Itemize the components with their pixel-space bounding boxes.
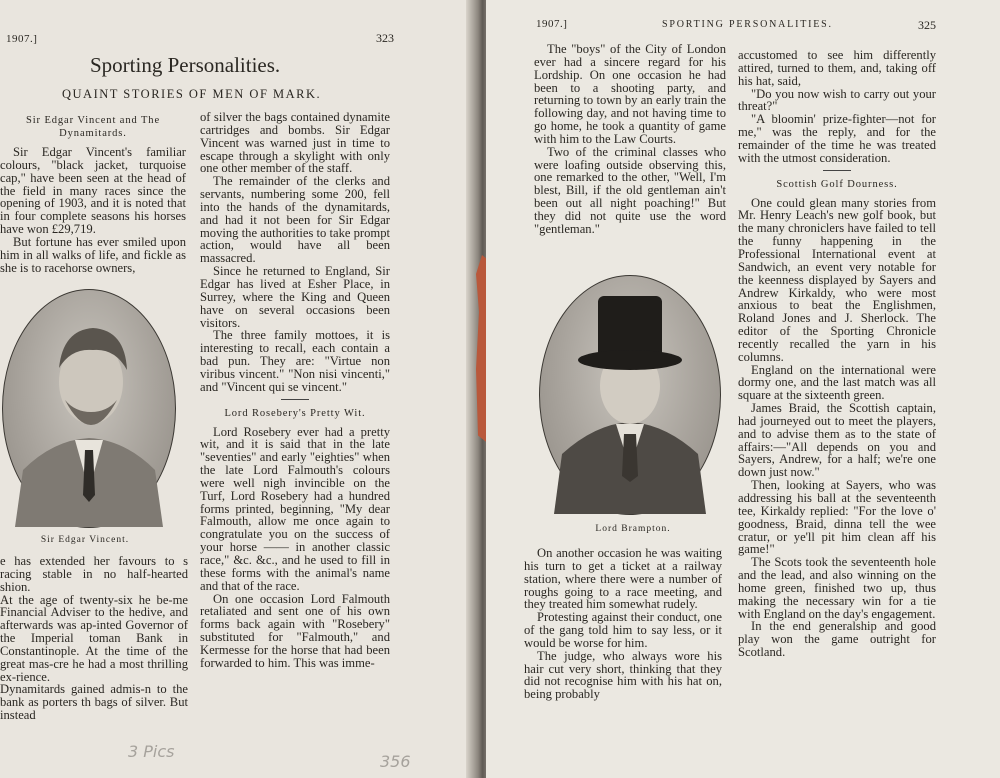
paragraph: At the age of twenty-six he be-me Financial Adviser to the hedive, and afterwards was ap-inted Governor of the Imperial toman Bank in Constantinople. At the time of the great mas-cre he had a most thrilling ex-rience.	[0, 592, 188, 684]
right-column-1	[534, 43, 726, 236]
paragraph: The "boys" of the City of London ever had a sincere regard for his Lordship. On one occasion he had been to a shooting party, and returning to town by an early train the following day, and not having time to go home, he took a quantity of game with him to the Law Courts.	[534, 42, 726, 146]
page-subtitle: QUAINT STORIES OF MEN OF MARK.	[62, 87, 322, 101]
paragraph: In the end generalship and good play won the game outright for Scotland.	[738, 619, 936, 660]
section-heading: Sir Edgar Vincent and The Dynamitards.	[25, 115, 161, 139]
paragraph: England on the international were dormy one, and the last match was all square at the sixteenth green.	[738, 362, 936, 403]
paragraph: The Scots took the seventeenth hole and the lead, and also winning on the home green, finished two up, thus making the necessary win for a tie with England on the day's engagement.	[738, 555, 936, 621]
paragraph: e has extended her favours to s racing stable in no half-hearted shion.	[0, 554, 188, 594]
left-folio: 1907.]	[6, 33, 38, 45]
page-title: Sporting Personalities.	[90, 53, 281, 77]
paragraph: On another occasion he was waiting his turn to get a ticket at a railway station, where there were a number of roughs going to a race meeting, and they treated him somewhat rudely.	[524, 546, 722, 612]
portrait-edgar-vincent	[2, 289, 176, 528]
paragraph: Two of the criminal classes who were loafing outside observing this, one remarked to the other, "Well, I'm blest, Bill, if the old gentleman ain't been out all night poaching!" But they did not quite use the word "gentleman."	[534, 144, 726, 236]
section-heading: Lord Rosebery's Pretty Wit.	[224, 407, 366, 419]
portrait-caption: Lord Brampton.	[595, 524, 671, 534]
left-column-2	[200, 111, 390, 670]
paragraph: "Do you now wish to carry out your threat?"	[738, 86, 936, 114]
paragraph: "A bloomin' prize-fighter—not for me," was the reply, and for the remainder of the time he was treated with the utmost consideration.	[738, 112, 936, 165]
paragraph: On one occasion Lord Falmouth retaliated and sent one of his own forms back again with "Rosebery" substituted for "Falmouth," and Kermesse for the horse that had been forwarded to him. This was imme-	[200, 591, 390, 670]
section-heading: Scottish Golf Dourness.	[776, 178, 898, 190]
paragraph: Sir Edgar Vincent's familiar colours, "black jacket, turquoise cap," have been seen at the head of the field in many races since the opening of 1903, and it is noted that in four complete seasons his horses have won £29,719.	[0, 145, 186, 237]
pencil-note: 3 Pics	[128, 742, 175, 761]
running-head: SPORTING PERSONALITIES.	[662, 19, 833, 30]
paragraph: The three family mottoes, it is interesting to recall, each contain a bad pun. They are: "Virtue non viribus vincent." "Non nisi vincenti," and "Vincent qui se vincent."	[200, 328, 390, 394]
pencil-note: 356	[380, 752, 411, 771]
paragraph: But fortune has ever smiled upon him in all walks of life, and fickle as she is to racehorse owners,	[0, 234, 186, 275]
paragraph: Since he returned to England, Sir Edgar has lived at Esher Place, in Surrey, where the King and Queen have on several occasions been visitors.	[200, 264, 390, 330]
paragraph: James Braid, the Scottish captain, had journeyed out to meet the players, and to advise them as to the state of affairs:—"All depends on you and Sayers, Andrew, for a half; we're one down just now."	[738, 401, 936, 480]
paragraph: of silver the bags contained dynamite cartridges and bombs. Sir Edgar Vincent was warned just in time to escape through a skylight with only one other member of the staff.	[200, 110, 390, 176]
portrait-figure-icon	[540, 276, 720, 514]
left-page-number: 323	[376, 31, 394, 45]
right-folio: 1907.]	[536, 18, 568, 30]
paragraph: accustomed to see him differently attired, turned to them, and, taking off his hat, said,	[738, 48, 936, 88]
left-column-1	[0, 110, 186, 274]
right-column-1-lower	[524, 547, 722, 701]
paragraph: The judge, who always wore his hair cut very short, thinking that they did not recognise him with his hat on, being probably	[524, 648, 722, 702]
divider	[823, 170, 851, 171]
paragraph: Protesting against their conduct, one of the gang told him to say less, or it would be worse for him.	[524, 610, 722, 650]
right-column-2	[738, 49, 936, 659]
right-page-number: 325	[918, 18, 936, 32]
portrait-figure-icon	[3, 290, 175, 527]
paragraph: One could glean many stories from Mr. Henry Leach's new golf book, but the many chroniclers have failed to tell the funny happening in the Professional International event at Sandwich, an event very notable for the keenness displayed by Sayers and Andrew Kirkaldy, who were most anxious to beat the Englishmen, Roland Jones and J. Sherlock. The editor of the Sporting Chronicle recently recalled the yarn in his columns.	[738, 195, 936, 364]
portrait-caption: Sir Edgar Vincent.	[40, 535, 130, 545]
left-column-1-lower	[0, 555, 188, 722]
divider	[281, 399, 309, 400]
paragraph: Lord Rosebery ever had a pretty wit, and it is said that in the late "seventies" and early "eighties" when the late Lord Falmouth's colours were well nigh invincible on the Turf, Lord Rosebery had a hundred forms printed, beginning, "My dear Falmouth, allow me once again to congratulate you on the success of your horse —— in another classic race," &c. &c., and he used to fill in these forms with the animal's name and that of the race.	[200, 424, 390, 593]
paragraph: Then, looking at Sayers, who was addressing his ball at the seventeenth tee, Kirkaldy replied: "For the love o' goodness, Braid, dinna tell the wee cratur, or ye'll pit him clean aff his game!"	[738, 478, 936, 557]
paragraph: Dynamitards gained admis-n to the bank as porters th bags of silver. But instead	[0, 682, 188, 723]
left-page	[0, 0, 478, 778]
paragraph: The remainder of the clerks and servants, numbering some 200, fell into the hands of the dynamitards, and had it not been for Sir Edgar moving the authorities to take prompt action, would have all been massacred.	[200, 174, 390, 266]
portrait-lord-brampton	[539, 275, 721, 515]
